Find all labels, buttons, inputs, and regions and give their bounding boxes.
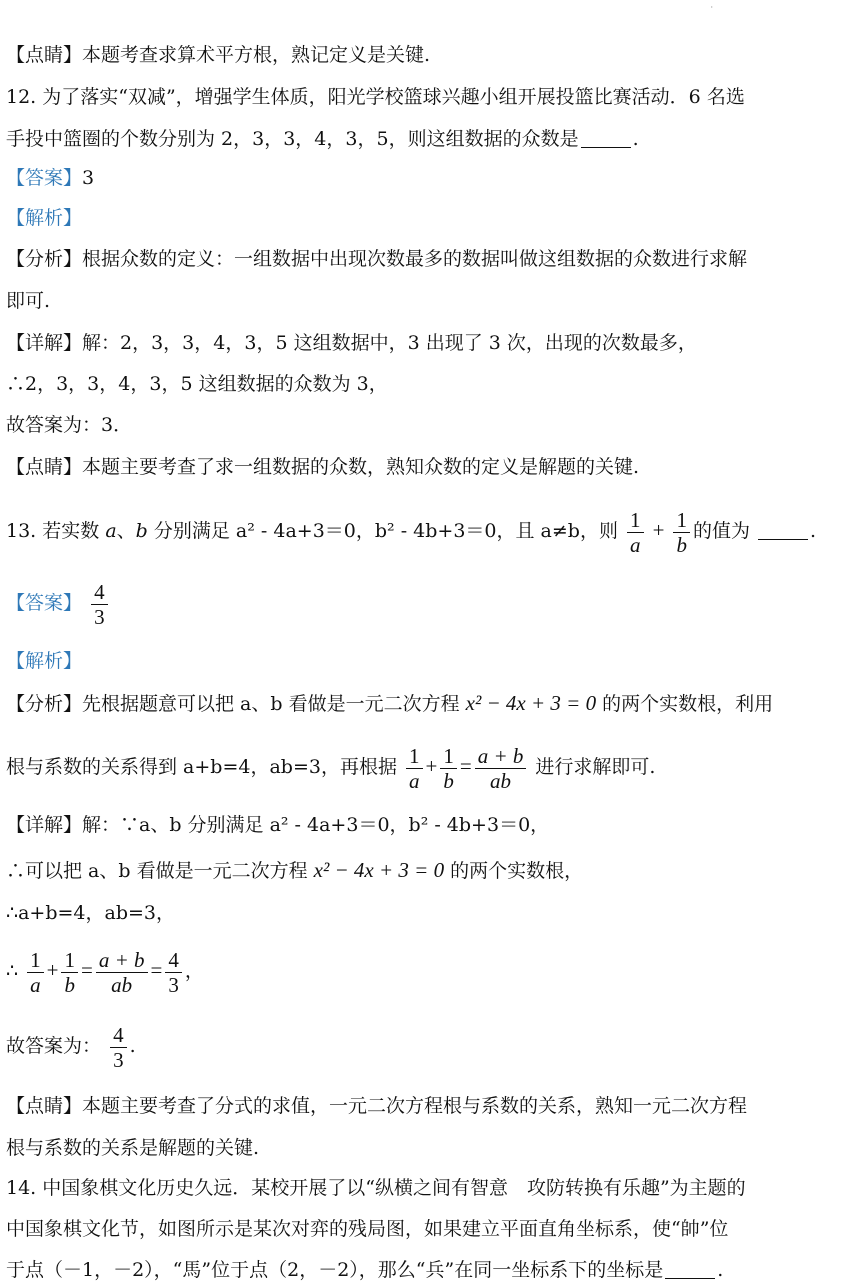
q13-detail4-frac1: $\frac{1}{a}$: [27, 948, 44, 997]
q13-var-b: b: [135, 520, 148, 542]
q13-answer-tag: 【答案】: [6, 592, 83, 614]
q13-analysis-tag: 【解析】: [6, 650, 83, 672]
q12-answer-value: 3: [82, 167, 95, 189]
q12-text-line2-body: 手投中篮圈的个数分别为 2，3，3，4，3，5，则这组数据的众数是: [6, 128, 579, 150]
q12-text-line1: 12. 为了落实“双减”，增强学生体质，阳光学校篮球兴趣小组开展投篮比赛活动．6 名选: [6, 86, 745, 108]
q12-note-line: 【点睛】本题主要考查了求一组数据的众数，熟知众数的定义是解题的关键.: [6, 456, 640, 478]
q13-fenxi-line2: [6, 738, 655, 795]
q12-detail-line3: 故答案为：3．: [6, 414, 133, 436]
q14-text-line3: [6, 1257, 723, 1283]
q13-mid: 分别满足: [147, 520, 236, 542]
q13-detail4-equals1: =: [80, 958, 93, 982]
q13-detail-line4: [6, 942, 204, 999]
q13-fenxi2-frac1: $\frac{1}{a}$: [406, 744, 423, 793]
q13-fenxi2-equals: =: [459, 754, 472, 778]
top-dot-mark: ·: [710, 3, 713, 12]
q13-end: .: [810, 520, 817, 542]
q13-fenxi2-lead: 根与系数的关系得到 a+b=4，ab=3，再根据: [6, 756, 397, 778]
q13-detail4-frac4: $\frac{4}{3}$: [165, 948, 182, 997]
q13-detail2-lead: ∴可以把 a、b 看做是一元二次方程: [6, 860, 308, 882]
q13-fenxi2-frac2: $\frac{1}{b}$: [440, 744, 457, 793]
q13-detail4-frac3: $\frac{a + b}{ab}$: [96, 948, 148, 997]
q13-fenxi-equation: x² − 4x + 3 = 0: [465, 691, 597, 715]
q12-fenxi-line2: 即可.: [6, 290, 51, 312]
q13-fenxi2-frac3: $\frac{a + b}{ab}$: [475, 744, 527, 793]
q13-answer-blank: [758, 539, 808, 540]
q13-fenxi-line1: [6, 690, 773, 717]
q13-detail4-tail: ，: [184, 960, 204, 982]
q13-detail5-lead: 故答案为：: [6, 1035, 102, 1057]
q13-plus: +: [652, 518, 665, 542]
q13-note-line1: 【点睛】本题主要考查了分式的求值，一元二次方程根与系数的关系，熟知一元二次方程: [6, 1095, 748, 1117]
q12-detail-line2: ∴2，3，3，4，3，5 这组数据的众数为 3，: [6, 373, 388, 395]
q13-eq2: b² - 4b+3＝0，且 a≠b，则: [374, 520, 618, 542]
q12-fenxi-line1: 【分析】根据众数的定义：一组数据中出现次数最多的数据叫做这组数据的众数进行求解: [6, 248, 748, 270]
q13-eq1: a² - 4a+3＝0，: [235, 520, 375, 542]
q12-answer-blank: [581, 147, 631, 148]
q13-detail-line5: [6, 1018, 136, 1074]
q14-answer-blank: [665, 1278, 715, 1279]
q13-fenxi2-tail: 进行求解即可.: [535, 756, 656, 778]
q13-answer-frac: $\frac{4}{3}$: [91, 580, 108, 629]
q13-detail4-frac2: $\frac{1}{b}$: [61, 948, 78, 997]
q13-frac-1-over-a: $\frac{1}{a}$: [627, 508, 644, 557]
q13-post: 的值为: [692, 520, 750, 542]
q13-detail4-therefore: ∴: [6, 960, 19, 982]
q14-end-period: .: [717, 1259, 724, 1281]
q13-detail4-plus: +: [46, 958, 59, 982]
q13-detail-line1: 【详解】解：∵a、b 分别满足 a² - 4a+3＝0，b² - 4b+3＝0，: [6, 814, 550, 836]
q12-analysis-tag: 【解析】: [6, 207, 83, 229]
q13-fenxi-tail: 的两个实数根，利用: [602, 693, 774, 715]
q12-end-period: .: [632, 128, 639, 150]
q14-text-line1: 14. 中国象棋文化历史久远．某校开展了以“纵横之间有智意 攻防转换有乐趣”为主题的: [6, 1177, 746, 1199]
q13-detail4-equals2: =: [150, 958, 163, 982]
q13-note-line2: 根与系数的关系是解题的关键.: [6, 1137, 260, 1159]
q13-frac-1-over-b: $\frac{1}{b}$: [673, 508, 690, 557]
q13-answer-line: [6, 575, 111, 631]
q13-detail-line2: [6, 857, 583, 884]
q13-fenxi-lead: 【分析】先根据题意可以把 a、b 看做是一元二次方程: [6, 693, 460, 715]
q13-fenxi2-plus: +: [425, 754, 438, 778]
q12-detail-line1: 【详解】解：2，3，3，4，3，5 这组数据中，3 出现了 3 次，出现的次数最多，: [6, 332, 697, 354]
q14-text-line3-body: 于点（－1，－2），“馬”位于点（2，－2），那么“兵”在同一坐标系下的坐标是: [6, 1259, 664, 1281]
q13-lead: 13. 若实数: [6, 520, 100, 542]
q14-text-line2: 中国象棋文化节，如图所示是某次对弈的残局图，如果建立平面直角坐标系，使“帥”位: [6, 1218, 729, 1240]
q12-answer-line: [6, 165, 94, 191]
q13-detail-line3: ∴a+b=4，ab=3，: [6, 902, 176, 924]
q12-text-line2: [6, 126, 639, 152]
q13-detail2-tail: 的两个实数根，: [450, 860, 584, 882]
q13-detail5-tail: .: [129, 1035, 136, 1057]
q13-detail5-frac: $\frac{4}{3}$: [110, 1023, 127, 1072]
q13-sep: 、: [116, 520, 136, 542]
q11-note-line: 【点睛】本题考查求算术平方根，熟记定义是关键.: [6, 44, 431, 66]
q12-answer-tag: 【答案】: [6, 167, 83, 189]
q13-text-line: [6, 502, 816, 559]
q13-detail2-equation: x² − 4x + 3 = 0: [313, 858, 445, 882]
q13-var-a: a: [105, 520, 117, 542]
